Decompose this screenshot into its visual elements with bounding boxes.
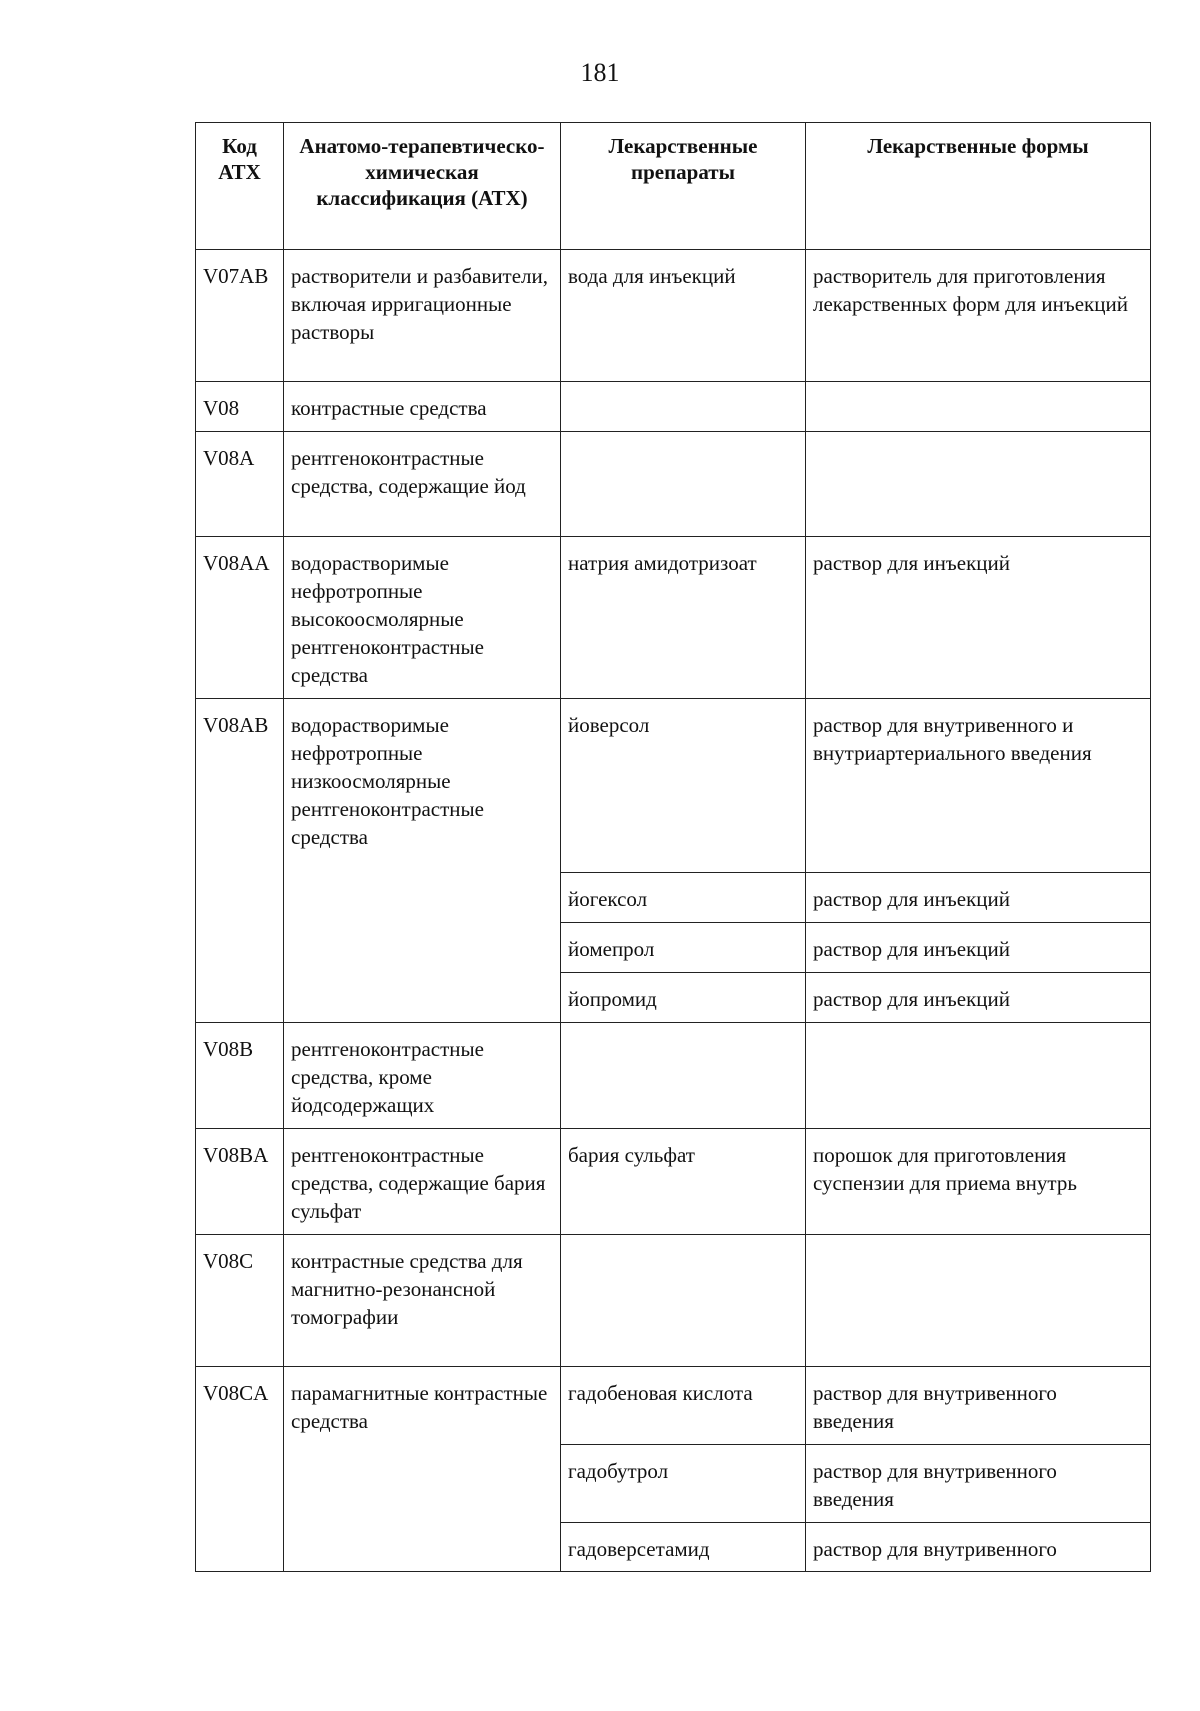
table-row — [196, 1235, 1151, 1367]
table-row — [196, 432, 1151, 537]
dosage-form: раствор для инъекций — [806, 973, 1151, 1023]
atx-code: V08AA — [196, 537, 284, 699]
table-row — [196, 699, 1151, 873]
page-number: 181 — [580, 58, 620, 87]
table-row — [196, 1129, 1151, 1235]
dosage-form: раствор для внутривенного — [806, 1523, 1151, 1572]
atx-code: V08A — [196, 432, 284, 537]
atx-classification: контрастные средства — [284, 382, 561, 432]
drug-name: натрия амидотризоат — [561, 537, 806, 699]
atx-classification: парамагнитные контрастные средства — [284, 1367, 561, 1572]
drug-name — [561, 1235, 806, 1367]
drug-name — [561, 1023, 806, 1129]
atx-code: V08AB — [196, 699, 284, 1023]
dosage-form — [806, 1023, 1151, 1129]
drug-name: гадобутрол — [561, 1445, 806, 1523]
dosage-form: раствор для инъекций — [806, 537, 1151, 699]
drug-name: йопромид — [561, 973, 806, 1023]
table-row — [196, 382, 1151, 432]
dosage-form: порошок для приготовления суспензии для приема внутрь — [806, 1129, 1151, 1235]
atx-classification: контрастные средства для магнитно-резонансной томографии — [284, 1235, 561, 1367]
dosage-form: растворитель для приготовления лекарственных форм для инъекций — [806, 250, 1151, 382]
atx-code: V08BA — [196, 1129, 284, 1235]
table-row — [196, 1023, 1151, 1129]
atx-classification: рентгеноконтрастные средства, содержащие йод — [284, 432, 561, 537]
table-row — [196, 250, 1151, 382]
drug-name: йоверсол — [561, 699, 806, 873]
atx-table — [195, 122, 1151, 1572]
drug-name — [561, 382, 806, 432]
drug-name: гадобеновая кислота — [561, 1367, 806, 1445]
drug-name: вода для инъекций — [561, 250, 806, 382]
atx-code: V08C — [196, 1235, 284, 1367]
atx-classification: рентгеноконтрастные средства, кроме йодсодержащих — [284, 1023, 561, 1129]
atx-code: V08 — [196, 382, 284, 432]
table-header-row — [196, 123, 1151, 250]
atx-classification: водорастворимые нефротропные высокоосмолярные рентгеноконтрастные средства — [284, 537, 561, 699]
atx-classification: растворители и разбавители, включая ирригационные растворы — [284, 250, 561, 382]
drug-name: йогексол — [561, 873, 806, 923]
atx-classification: рентгеноконтрастные средства, содержащие бария сульфат — [284, 1129, 561, 1235]
dosage-form — [806, 1235, 1151, 1367]
dosage-form — [806, 432, 1151, 537]
dosage-form: раствор для инъекций — [806, 873, 1151, 923]
header-atx-code: Код АТХ — [196, 123, 284, 250]
drug-name: бария сульфат — [561, 1129, 806, 1235]
atx-code: V07AB — [196, 250, 284, 382]
header-drugs: Лекарственные препараты — [561, 123, 806, 250]
drug-name — [561, 432, 806, 537]
header-atx-classification: Анатомо-терапевтическо-химическая классификация (АТХ) — [284, 123, 561, 250]
drug-name: гадоверсетамид — [561, 1523, 806, 1572]
dosage-form — [806, 382, 1151, 432]
atx-code: V08B — [196, 1023, 284, 1129]
atx-classification: водорастворимые нефротропные низкоосмолярные рентгеноконтрастные средства — [284, 699, 561, 1023]
drug-name: йомепрол — [561, 923, 806, 973]
table-row — [196, 1367, 1151, 1445]
table-row — [196, 537, 1151, 699]
dosage-form: раствор для внутривенного и внутриартериального введения — [806, 699, 1151, 873]
atx-code: V08CA — [196, 1367, 284, 1572]
header-dosage-forms: Лекарственные формы — [806, 123, 1151, 250]
dosage-form: раствор для внутривенного введения — [806, 1367, 1151, 1445]
dosage-form: раствор для внутривенного введения — [806, 1445, 1151, 1523]
dosage-form: раствор для инъекций — [806, 923, 1151, 973]
